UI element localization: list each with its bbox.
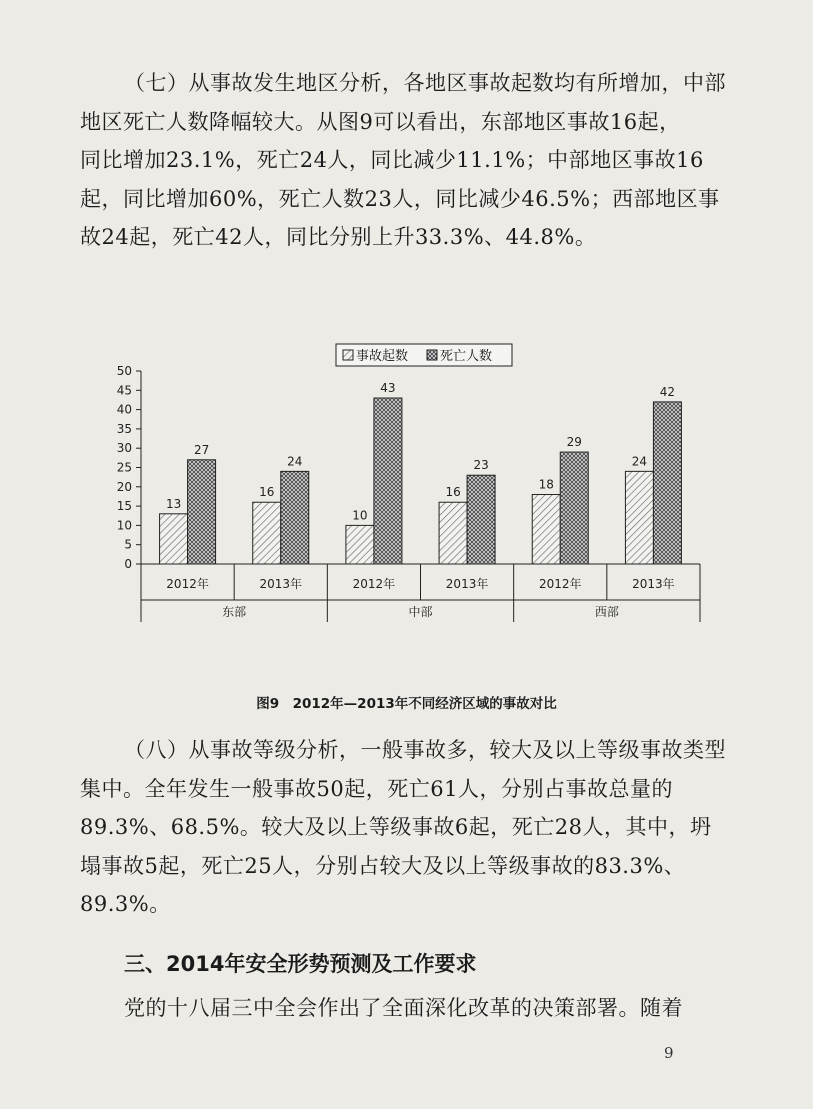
- text-line: 地区死亡人数降幅较大。从图9可以看出，东部地区事故16起，: [80, 109, 681, 134]
- y-tick-label: 35: [116, 421, 132, 436]
- y-tick-label: 20: [116, 479, 132, 494]
- x-category-label: 2013年: [632, 577, 675, 591]
- text-line: 党的十八届三中全会作出了全面深化改革的决策部署。随着: [124, 996, 683, 1020]
- data-label: 10: [352, 508, 368, 523]
- y-tick-label: 45: [116, 383, 132, 398]
- legend-label: 死亡人数: [440, 349, 493, 364]
- y-tick-label: 50: [116, 364, 132, 378]
- page-number: 9: [664, 1044, 674, 1062]
- bar-accident-count: [346, 525, 374, 564]
- x-group-label: 东部: [222, 605, 247, 619]
- text-line: 塌事故5起，死亡25人，分别占较大及以上等级事故的83.3%、: [80, 853, 686, 878]
- legend-swatch: [343, 350, 353, 360]
- y-tick-label: 10: [116, 518, 132, 533]
- bar-accident-count: [253, 502, 281, 564]
- bar-death-count: [188, 460, 216, 564]
- y-tick-label: 40: [116, 402, 132, 417]
- text-line: 故24起，死亡42人，同比分别上升33.3%、44.8%。: [80, 225, 597, 249]
- bar-accident-count: [160, 514, 188, 564]
- bar-death-count: [374, 398, 402, 564]
- data-label: 24: [631, 454, 648, 469]
- data-label: 24: [287, 454, 303, 469]
- text-line: 起，同比增加60%，死亡人数23人，同比减少46.5%；西部地区事: [80, 186, 720, 211]
- bar-accident-count: [439, 502, 467, 564]
- bar-accident-count: [532, 495, 560, 564]
- x-category-label: 2012年: [538, 577, 582, 591]
- x-category-label: 2012年: [352, 577, 396, 591]
- x-category-label: 2013年: [259, 577, 303, 591]
- text-line: （八）从事故等级分析，一般事故多，较大及以上等级事故类型: [124, 738, 726, 762]
- data-label: 43: [380, 381, 396, 396]
- text-line: 集中。全年发生一般事故50起，死亡61人，分别占事故总量的: [80, 776, 673, 801]
- bar-death-count: [653, 402, 681, 564]
- text-line: 89.3%、68.5%。较大及以上等级事故6起，死亡28人，其中，坍: [80, 815, 712, 839]
- y-tick-label: 30: [116, 441, 132, 456]
- bar-death-count: [281, 471, 309, 564]
- paragraph-grade-analysis: [80, 731, 746, 924]
- data-label: 16: [259, 485, 275, 500]
- x-group-label: 中部: [408, 605, 433, 619]
- data-label: 13: [165, 496, 182, 511]
- section-heading: 三、2014年安全形势预测及工作要求: [124, 952, 477, 976]
- bar-death-count: [467, 475, 495, 564]
- y-tick-label: 0: [124, 557, 132, 571]
- legend-label: 事故起数: [356, 349, 409, 364]
- data-label: 18: [538, 477, 554, 492]
- data-label: 29: [566, 435, 582, 450]
- legend-swatch: [427, 350, 437, 360]
- data-label: 42: [659, 384, 676, 399]
- bar-death-count: [560, 452, 588, 564]
- y-tick-label: 25: [116, 460, 132, 475]
- y-tick-label: 15: [116, 499, 132, 514]
- x-category-label: 2013年: [445, 577, 489, 591]
- y-tick-label: 5: [124, 537, 132, 552]
- data-label: 16: [445, 485, 461, 500]
- text-line: 89.3%。: [80, 892, 171, 916]
- figure-caption: 图9 2012年—2013年不同经济区域的事故对比: [256, 696, 557, 712]
- bar-accident-count: [625, 471, 653, 564]
- x-category-label: 2012年: [166, 577, 209, 591]
- text-line: （七）从事故发生地区分析，各地区事故起数均有所增加，中部: [124, 71, 726, 95]
- paragraph-reform: [80, 989, 746, 1028]
- text-line: 同比增加23.1%，死亡24人，同比减少11.1%；中部地区事故16: [80, 148, 704, 172]
- data-label: 23: [473, 458, 489, 473]
- x-group-label: 西部: [594, 605, 619, 619]
- data-label: 27: [193, 442, 210, 457]
